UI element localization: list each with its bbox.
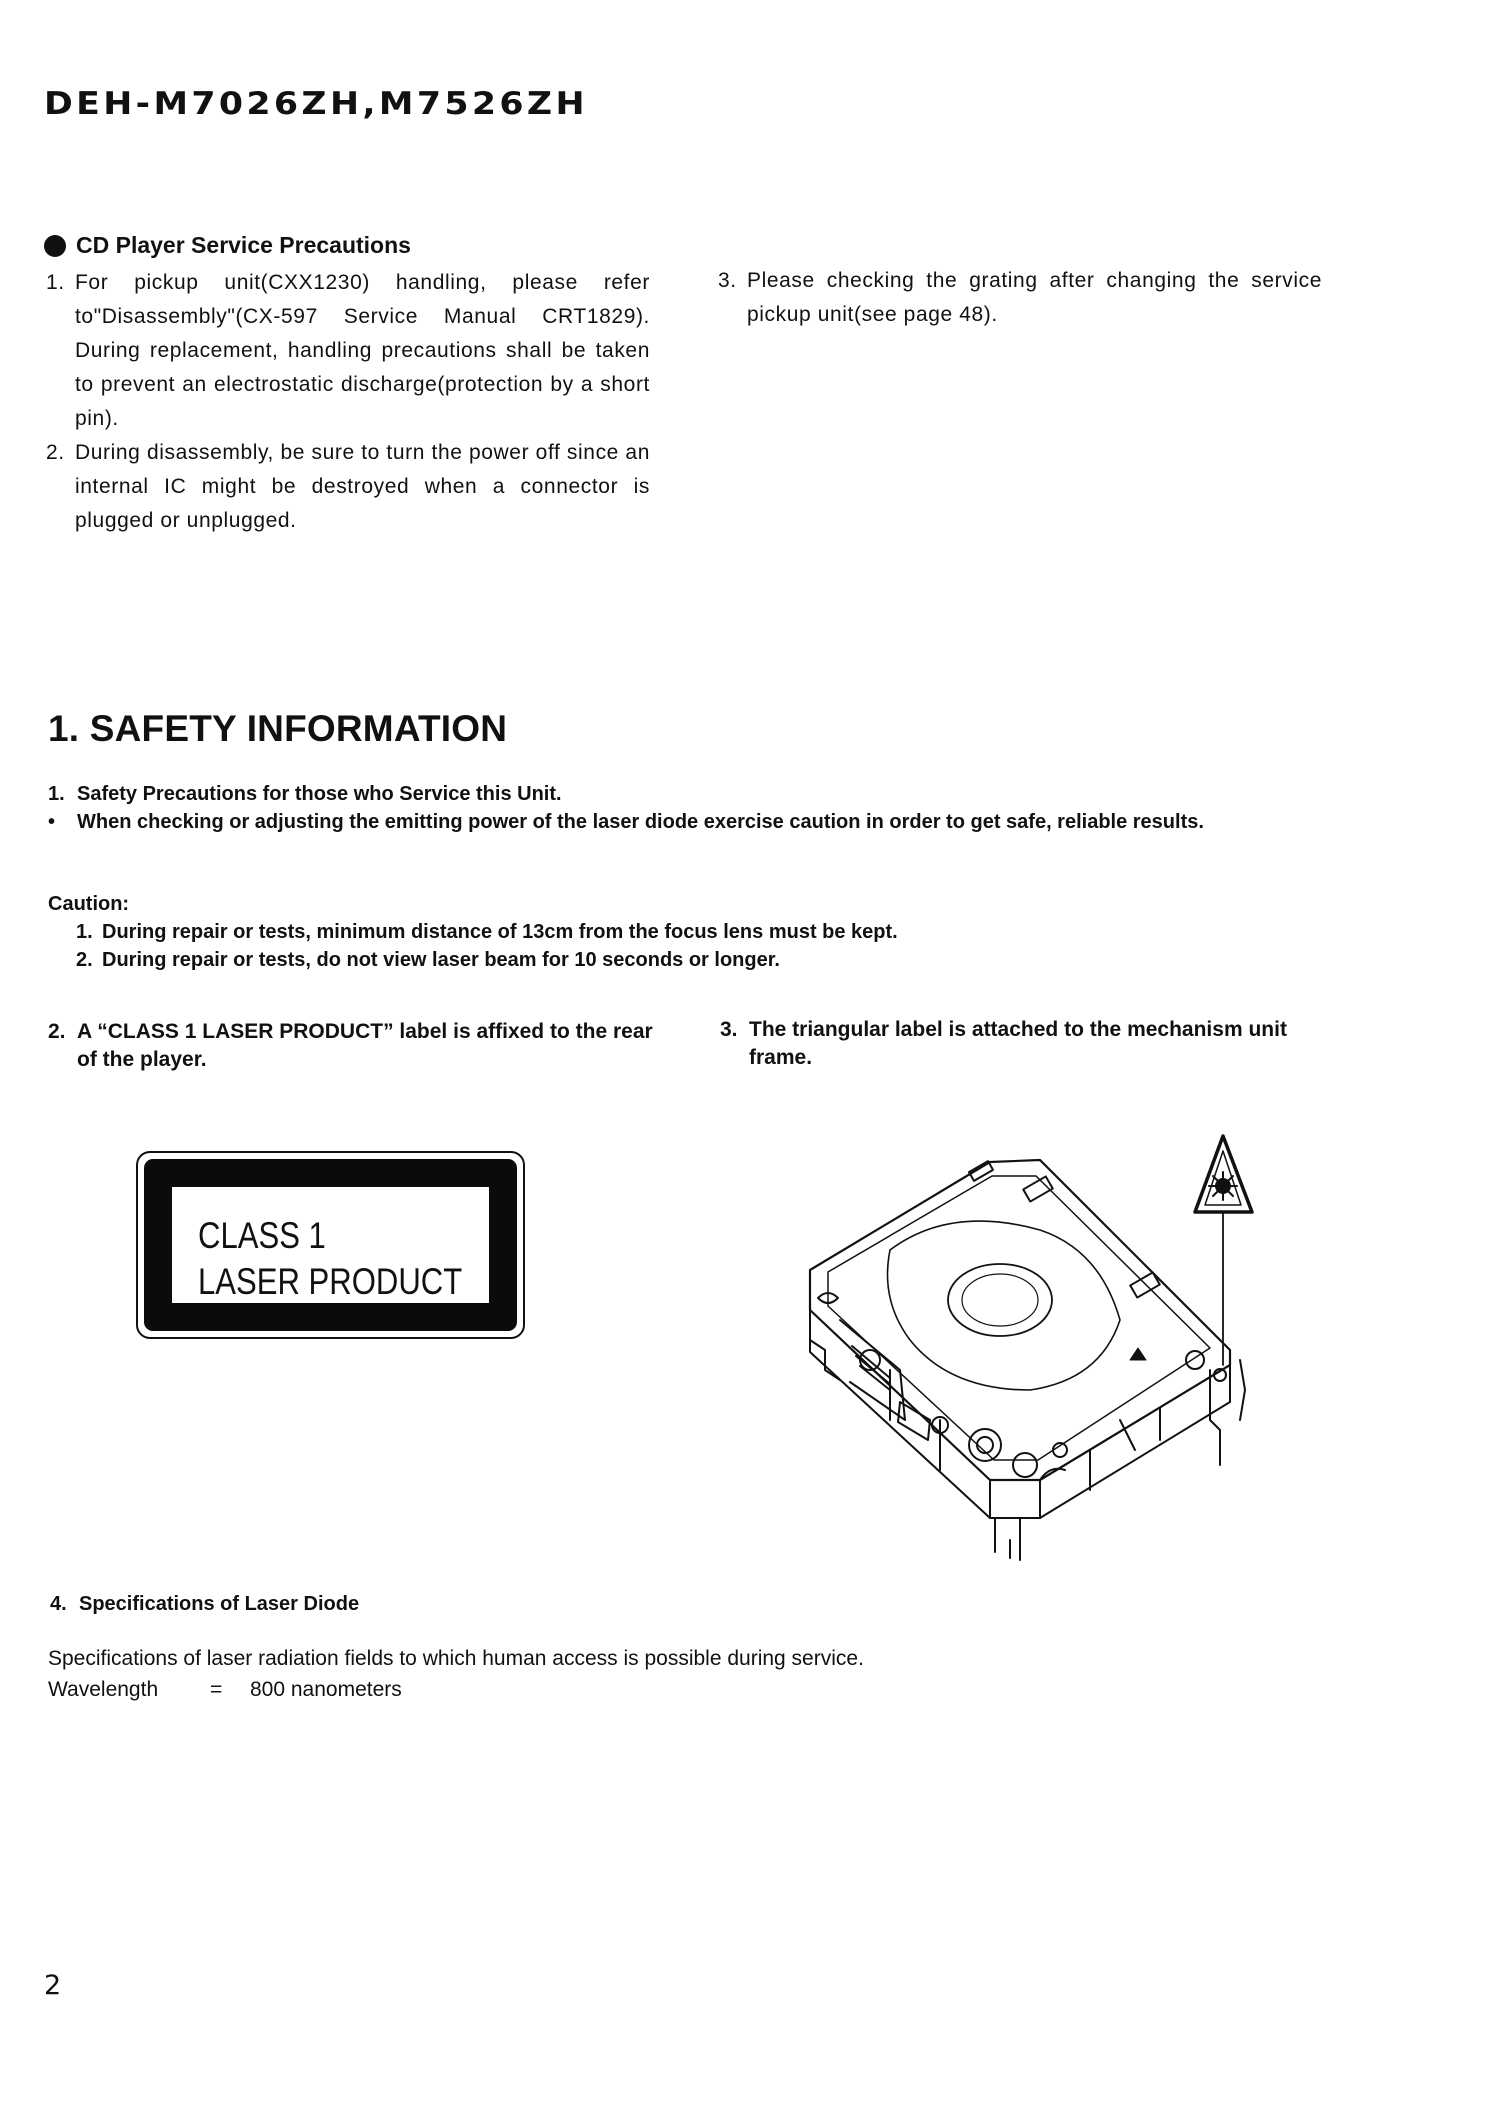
bullet-text: When checking or adjusting the emitting power of the laser diode exercise caution in order to get safe, reliable results. <box>77 811 1204 833</box>
item-number: 1. <box>46 271 65 294</box>
bullet-mark: • <box>48 811 56 833</box>
item-number: 2. <box>76 949 93 971</box>
mechanism-unit-illustration <box>740 1120 1300 1570</box>
list-item <box>76 918 1276 946</box>
spec-value: 800 nanometers <box>250 1678 402 1701</box>
laser-warning-triangle-icon <box>1195 1136 1252 1365</box>
item-text: During disassembly, be sure to turn the power off since an internal IC might be destroyed when a connector is plugged or unplugged. <box>75 441 650 532</box>
safety-item-3 <box>720 1016 1320 1072</box>
model-header: DEH-M7026ZH,M7526ZH <box>44 86 588 122</box>
item-number: 3. <box>718 269 737 292</box>
spec-wavelength-row <box>48 1675 848 1704</box>
caution-list <box>76 918 1276 974</box>
class1-laser-label <box>136 1151 525 1339</box>
item-text: Safety Precautions for those who Service this Unit. <box>77 783 562 805</box>
item-number: 1. <box>48 783 65 805</box>
spec-key: Wavelength <box>48 1678 159 1701</box>
spec-equals: = <box>210 1678 223 1701</box>
precautions-heading <box>44 232 411 259</box>
safety-item-2 <box>48 1018 663 1074</box>
bullet-dot-icon <box>44 235 66 257</box>
item-text: Please checking the grating after changing the service pickup unit(see page 48). <box>747 269 1322 326</box>
list-item <box>46 436 650 538</box>
page-number: 2 <box>44 1970 62 2001</box>
label-line-2: LASER PRODUCT <box>198 1261 463 1302</box>
caution-label: Caution: <box>48 893 130 915</box>
list-item <box>718 264 1322 332</box>
item-text: For pickup unit(CXX1230) handling, please refer to"Disassembly"(CX-597 Service Manual CRT1829). During replacement, handling precautions shall be taken to prevent an electrostatic discharge(protection by a short pin). <box>75 271 650 430</box>
item-text: During repair or tests, minimum distance of 13cm from the focus lens must be kept. <box>102 921 898 943</box>
spec-text: Specifications of laser radiation fields to which human access is possible during service. <box>48 1647 864 1670</box>
spec-heading-text: Specifications of Laser Diode <box>79 1593 360 1615</box>
precautions-left-column <box>46 266 650 538</box>
item-number: 2. <box>48 1020 66 1043</box>
list-item <box>46 266 650 436</box>
item-text: During repair or tests, do not view laser beam for 10 seconds or longer. <box>102 949 780 971</box>
item-text: The triangular label is attached to the mechanism unit frame. <box>749 1018 1287 1069</box>
label-line-1: CLASS 1 <box>198 1215 326 1256</box>
list-item <box>76 946 1276 974</box>
safety-heading: 1. SAFETY INFORMATION <box>48 708 508 749</box>
item-number: 3. <box>720 1018 738 1041</box>
safety-item-1 <box>48 780 1308 836</box>
spec-heading <box>50 1590 850 1618</box>
precautions-title: CD Player Service Precautions <box>76 232 411 258</box>
item-number: 1. <box>76 921 93 943</box>
item-text: A “CLASS 1 LASER PRODUCT” label is affixed to the rear of the player. <box>77 1020 653 1071</box>
item-number: 4. <box>50 1593 67 1615</box>
precautions-right-column <box>718 264 1322 332</box>
item-number: 2. <box>46 441 65 464</box>
